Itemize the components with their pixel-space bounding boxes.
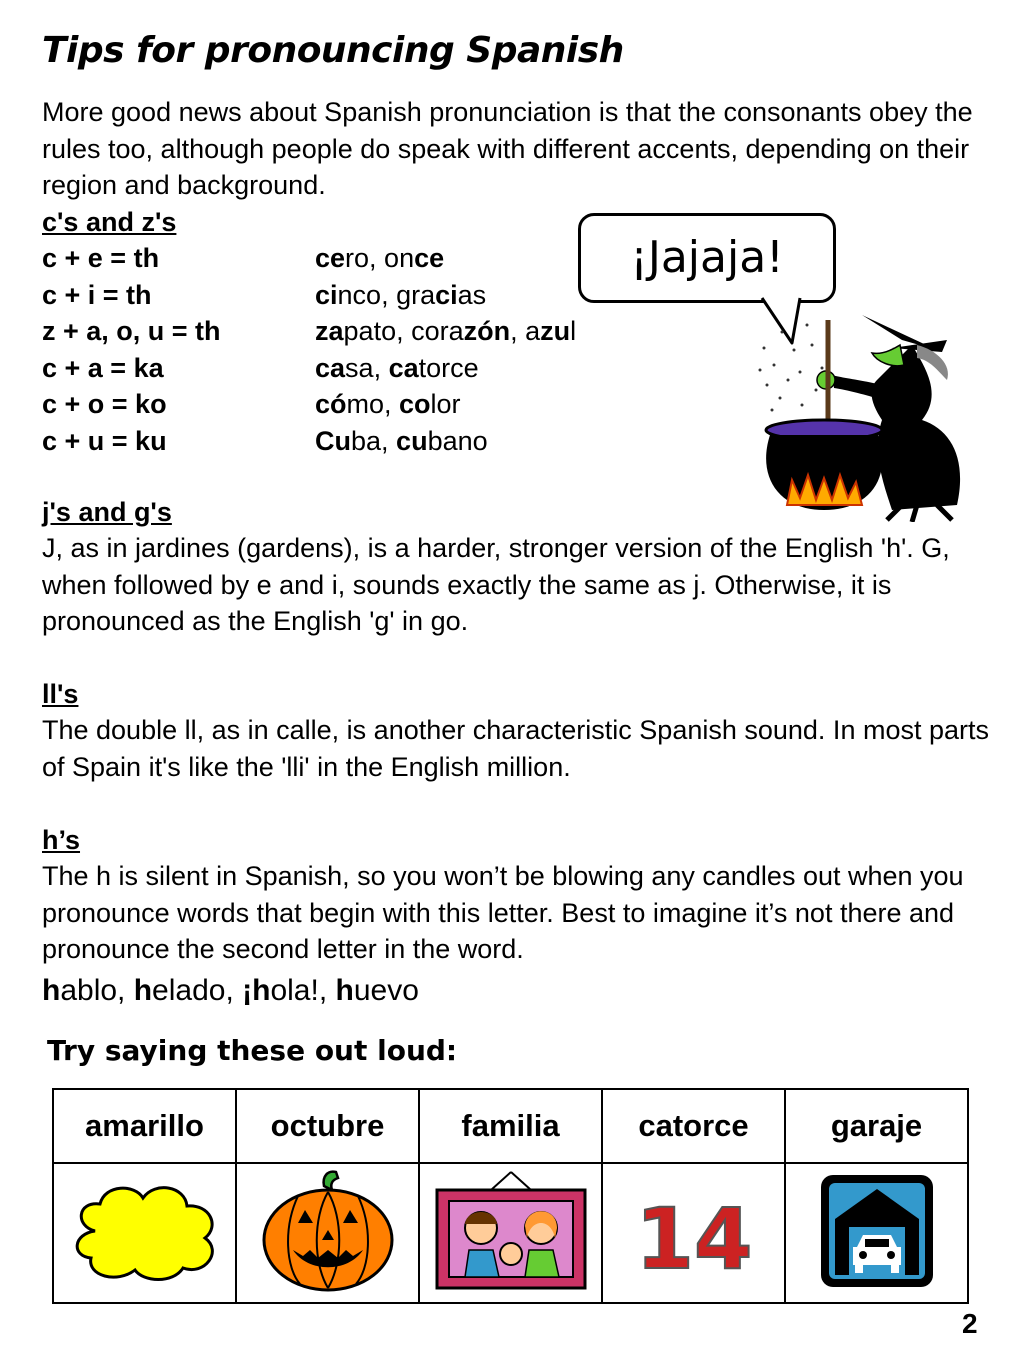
cz-example: cómo, color — [315, 389, 461, 419]
vocab-picture-cell — [785, 1163, 968, 1303]
cz-example: Cuba, cubano — [315, 425, 488, 456]
section-heading-jg: j's and g's — [42, 497, 172, 527]
practice-heading: Try saying these out loud: — [47, 1034, 458, 1067]
family-portrait-icon — [431, 1168, 591, 1293]
page-number: 2 — [962, 1308, 978, 1339]
section-heading-ll: ll's — [42, 679, 79, 709]
cz-rule: c + e = th — [42, 243, 160, 273]
cz-rule: c + u = ku — [42, 425, 167, 456]
speech-bubble-icon — [578, 213, 836, 303]
cz-example: zapato, corazón, azul — [315, 316, 577, 346]
h-example-words: hablo, helado, ¡hola!, huevo — [42, 974, 419, 1007]
speech-bubble-text: ¡Jajaja! — [630, 232, 784, 283]
vocab-word-catorce: catorce — [602, 1089, 785, 1163]
witch-cauldron-icon — [752, 310, 997, 522]
cz-example: casa, catorce — [315, 352, 479, 383]
page-title: Tips for pronouncing Spanish — [42, 30, 624, 71]
vocab-word-row — [53, 1089, 968, 1163]
vocab-picture-cell — [236, 1163, 419, 1303]
jg-paragraph: J, as in jardines (gardens), is a harder, stronger version of the English 'h'. G, when followed by e and i, sounds exactly the same as j. Otherwise, it is pronounced as the English 'g' in go. — [42, 533, 950, 636]
vocab-picture-row — [53, 1163, 968, 1303]
intro-paragraph: More good news about Spanish pronunciation is that the consonants obey the rules too, although people do speak with different accents, depending on their region and background. — [42, 97, 973, 200]
yellow-cloud-icon — [65, 1176, 225, 1286]
number-picture-icon — [629, 1176, 759, 1286]
vocab-picture-cell — [53, 1163, 236, 1303]
vocab-word-garaje: garaje — [785, 1089, 968, 1163]
cz-example: cinco, gracias — [315, 279, 487, 310]
pumpkin-icon — [258, 1168, 398, 1293]
vocab-word-octubre: octubre — [236, 1089, 419, 1163]
cz-rule: c + o = ko — [42, 389, 167, 419]
cz-example: cero, once — [315, 243, 445, 273]
vocab-word-familia: familia — [419, 1089, 602, 1163]
h-paragraph: The h is silent in Spanish, so you won’t be blowing any candles out when you pronounce words that begin with this letter. Best to imagine it’s not there and pronounce the second letter in the word. — [42, 861, 964, 964]
vocab-table — [52, 1088, 969, 1304]
vocab-word-amarillo: amarillo — [53, 1089, 236, 1163]
garage-car-icon — [817, 1171, 937, 1291]
ll-paragraph: The double ll, as in calle, is another characteristic Spanish sound. In most parts of Spain it's like the 'lli' in the English million. — [42, 715, 989, 782]
vocab-picture-cell — [419, 1163, 602, 1303]
section-heading-h: h’s — [42, 825, 81, 855]
section-heading-cz: c's and z's — [42, 207, 177, 237]
vocab-picture-cell — [602, 1163, 785, 1303]
number-picture-text: 14 — [635, 1189, 752, 1286]
cz-rule: c + a = ka — [42, 352, 164, 383]
cz-rule: z + a, o, u = th — [42, 316, 221, 346]
cz-rule: c + i = th — [42, 279, 152, 310]
